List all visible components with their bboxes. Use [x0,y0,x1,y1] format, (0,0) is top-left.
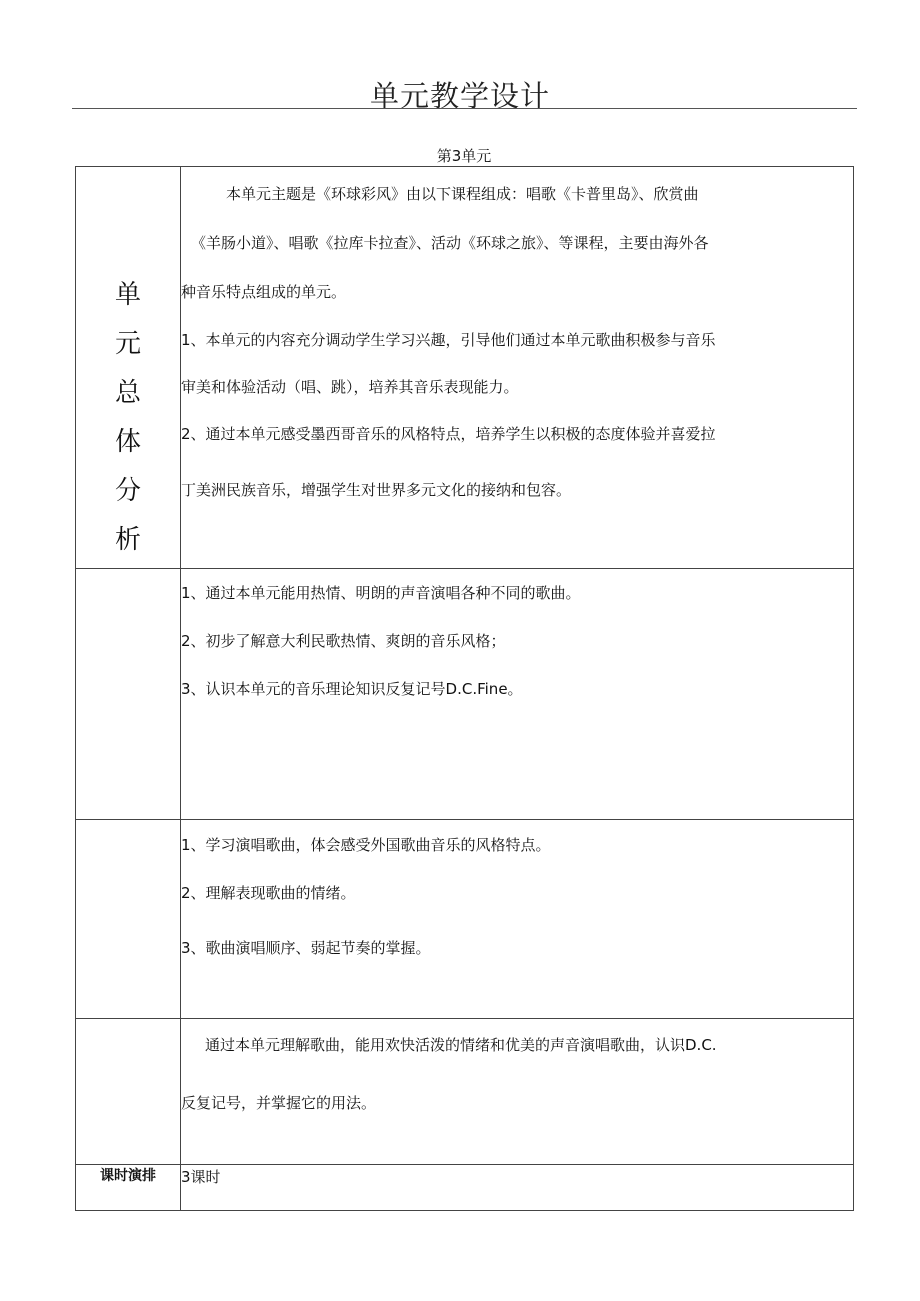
analysis-line: 丁美洲民族音乐，增强学生对世界多元文化的接纳和包容。 [181,481,572,499]
lessons-row [76,1165,854,1211]
analysis-line: 本单元主题是《环球彩风》由以下课程组成：唱歌《卡普里岛》、欣赏曲 [226,185,699,203]
analysis-line: 2、通过本单元感受墨西哥音乐的风格特点，培养学生以积极的态度体验并喜爱拉 [181,425,716,443]
key-points-row [76,820,854,1019]
label-char: 分 [114,476,141,506]
analysis-row [76,167,854,569]
document-title: 单元教学设计 [369,79,550,113]
goal-line: 1、通过本单元能用热情、明朗的声音演唱各种不同的歌曲。 [181,584,581,602]
lessons-value: 3课时 [181,1168,221,1186]
label-char: 元 [114,329,141,359]
key-point-line: 1、学习演唱歌曲，体会感受外国歌曲音乐的风格特点。 [181,836,551,854]
difficulty-line: 反复记号，并掌握它的用法。 [181,1094,377,1112]
lessons-value-cell [181,1165,854,1211]
goals-row [76,569,854,820]
key-points-content [181,820,854,1019]
difficulty-row [76,1019,854,1165]
unit-design-table [75,166,854,1211]
key-point-line: 2、理解表现歌曲的情绪。 [181,884,356,902]
analysis-label-cell [76,167,181,569]
difficulty-line: 通过本单元理解歌曲，能用欢快活泼的情绪和优美的声音演唱歌曲，认识D.C. [205,1036,717,1054]
analysis-line: 审美和体验活动（唱、跳），培养其音乐表现能力。 [181,378,519,396]
key-point-line: 3、歌曲演唱顺序、弱起节奏的掌握。 [181,939,431,957]
goal-line: 3、认识本单元的音乐理论知识反复记号D.C.Fine。 [181,680,523,698]
analysis-label [76,167,180,565]
title-rule [72,108,857,109]
goals-content [181,569,854,820]
difficulty-label-cell [76,1019,181,1165]
key-points-label-cell [76,820,181,1019]
analysis-content [181,167,854,569]
lessons-label: 课时演排 [76,1165,181,1211]
label-char: 单 [114,280,141,310]
analysis-line: 1、本单元的内容充分调动学生学习兴趣，引导他们通过本单元歌曲积极参与音乐 [181,331,716,349]
label-char: 析 [114,525,141,555]
goals-label-cell [76,569,181,820]
goal-line: 2、初步了解意大利民歌热情、爽朗的音乐风格； [181,632,506,650]
label-char: 体 [114,427,141,457]
difficulty-content [181,1019,854,1165]
analysis-line: 《羊肠小道》、唱歌《拉库卡拉查》、活动《环球之旅》、等课程，主要由海外各 [191,234,709,252]
analysis-line: 种音乐特点组成的单元。 [181,283,347,301]
unit-heading: 第3单元 [436,147,492,165]
label-char: 总 [114,378,141,408]
